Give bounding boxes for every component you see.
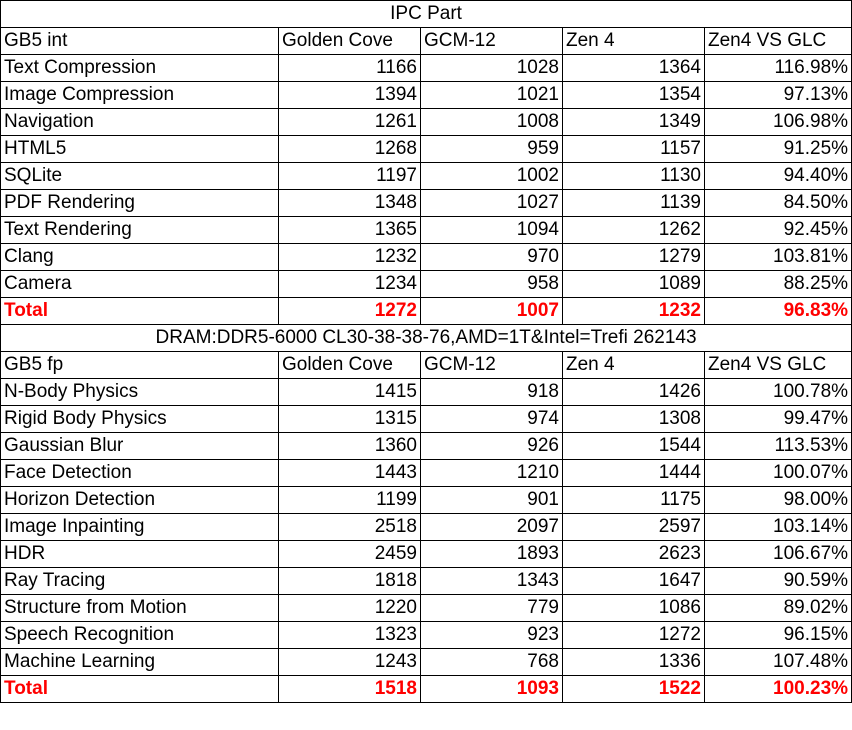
table-row [1, 433, 852, 460]
column-header-zen-4: Zen 4 [563, 28, 705, 55]
cell-benchmark-name: Rigid Body Physics [1, 406, 279, 433]
cell-golden-cove: 1261 [279, 109, 421, 136]
cell-golden-cove: 1272 [279, 298, 421, 325]
cell-gcm-12: 1027 [421, 190, 563, 217]
int-section-header-row [1, 28, 852, 55]
cell-benchmark-name: Image Inpainting [1, 514, 279, 541]
table-row [1, 271, 852, 298]
cell-gcm-12: 901 [421, 487, 563, 514]
cell-gcm-12: 1021 [421, 82, 563, 109]
table-row [1, 136, 852, 163]
table-row [1, 460, 852, 487]
cell-golden-cove: 2459 [279, 541, 421, 568]
cell-golden-cove: 1315 [279, 406, 421, 433]
cell-gcm-12: 958 [421, 271, 563, 298]
cell-zen4-vs-glc: 97.13% [705, 82, 852, 109]
cell-gcm-12: 1093 [421, 676, 563, 703]
cell-golden-cove: 1234 [279, 271, 421, 298]
cell-golden-cove: 1365 [279, 217, 421, 244]
column-header-golden-cove: Golden Cove [279, 28, 421, 55]
cell-gcm-12: 1008 [421, 109, 563, 136]
table-row [1, 244, 852, 271]
cell-benchmark-name: HTML5 [1, 136, 279, 163]
table-row [1, 595, 852, 622]
column-header-zen4-vs-glc: Zen4 VS GLC [705, 28, 852, 55]
cell-benchmark-name: SQLite [1, 163, 279, 190]
cell-zen4-vs-glc: 89.02% [705, 595, 852, 622]
int-section-title-row [1, 1, 852, 28]
cell-zen4-vs-glc: 106.67% [705, 541, 852, 568]
cell-benchmark-name: PDF Rendering [1, 190, 279, 217]
cell-golden-cove: 1818 [279, 568, 421, 595]
cell-golden-cove: 1323 [279, 622, 421, 649]
cell-golden-cove: 2518 [279, 514, 421, 541]
cell-golden-cove: 1166 [279, 55, 421, 82]
cell-zen4-vs-glc: 96.83% [705, 298, 852, 325]
cell-golden-cove: 1268 [279, 136, 421, 163]
cell-benchmark-name: Clang [1, 244, 279, 271]
cell-zen4-vs-glc: 99.47% [705, 406, 852, 433]
cell-zen-4: 1349 [563, 109, 705, 136]
cell-gcm-12: 959 [421, 136, 563, 163]
cell-zen-4: 1175 [563, 487, 705, 514]
fp-section-title-row [1, 325, 852, 352]
column-header-benchmark-name: GB5 fp [1, 352, 279, 379]
benchmark-table-body [1, 1, 852, 703]
cell-gcm-12: 923 [421, 622, 563, 649]
cell-gcm-12: 1210 [421, 460, 563, 487]
cell-gcm-12: 2097 [421, 514, 563, 541]
cell-zen-4: 1262 [563, 217, 705, 244]
cell-zen-4: 1426 [563, 379, 705, 406]
table-row [1, 217, 852, 244]
cell-zen4-vs-glc: 91.25% [705, 136, 852, 163]
cell-zen-4: 1336 [563, 649, 705, 676]
cell-zen4-vs-glc: 98.00% [705, 487, 852, 514]
cell-zen4-vs-glc: 113.53% [705, 433, 852, 460]
cell-zen4-vs-glc: 103.81% [705, 244, 852, 271]
cell-golden-cove: 1199 [279, 487, 421, 514]
cell-benchmark-name: Camera [1, 271, 279, 298]
table-row [1, 514, 852, 541]
cell-golden-cove: 1243 [279, 649, 421, 676]
cell-zen-4: 1308 [563, 406, 705, 433]
cell-zen-4: 1364 [563, 55, 705, 82]
cell-benchmark-name: Navigation [1, 109, 279, 136]
cell-benchmark-name: Horizon Detection [1, 487, 279, 514]
cell-gcm-12: 926 [421, 433, 563, 460]
table-row [1, 406, 852, 433]
table-row [1, 82, 852, 109]
cell-benchmark-name: Text Compression [1, 55, 279, 82]
column-header-gcm-12: GCM-12 [421, 352, 563, 379]
cell-golden-cove: 1360 [279, 433, 421, 460]
cell-zen4-vs-glc: 103.14% [705, 514, 852, 541]
cell-golden-cove: 1232 [279, 244, 421, 271]
int-section-total-row [1, 298, 852, 325]
cell-benchmark-name: Total [1, 298, 279, 325]
cell-benchmark-name: N-Body Physics [1, 379, 279, 406]
fp-section-total-row [1, 676, 852, 703]
fp-section-title: DRAM:DDR5-6000 CL30-38-38-76,AMD=1T&Intel=Trefi 262143 [1, 325, 852, 352]
cell-benchmark-name: Machine Learning [1, 649, 279, 676]
cell-zen4-vs-glc: 107.48% [705, 649, 852, 676]
cell-zen-4: 1157 [563, 136, 705, 163]
cell-benchmark-name: Face Detection [1, 460, 279, 487]
cell-gcm-12: 1893 [421, 541, 563, 568]
cell-golden-cove: 1518 [279, 676, 421, 703]
table-row [1, 163, 852, 190]
cell-gcm-12: 918 [421, 379, 563, 406]
cell-zen4-vs-glc: 106.98% [705, 109, 852, 136]
cell-benchmark-name: Image Compression [1, 82, 279, 109]
cell-benchmark-name: Ray Tracing [1, 568, 279, 595]
cell-zen4-vs-glc: 90.59% [705, 568, 852, 595]
cell-zen4-vs-glc: 100.07% [705, 460, 852, 487]
cell-zen4-vs-glc: 100.23% [705, 676, 852, 703]
cell-gcm-12: 768 [421, 649, 563, 676]
cell-zen4-vs-glc: 92.45% [705, 217, 852, 244]
cell-gcm-12: 1094 [421, 217, 563, 244]
table-row [1, 379, 852, 406]
table-row [1, 487, 852, 514]
table-row [1, 109, 852, 136]
cell-zen-4: 1086 [563, 595, 705, 622]
cell-zen-4: 2597 [563, 514, 705, 541]
cell-benchmark-name: Structure from Motion [1, 595, 279, 622]
column-header-zen4-vs-glc: Zen4 VS GLC [705, 352, 852, 379]
table-row [1, 622, 852, 649]
cell-golden-cove: 1394 [279, 82, 421, 109]
cell-zen-4: 1522 [563, 676, 705, 703]
table-row [1, 568, 852, 595]
column-header-zen-4: Zen 4 [563, 352, 705, 379]
cell-zen-4: 1272 [563, 622, 705, 649]
cell-zen4-vs-glc: 94.40% [705, 163, 852, 190]
cell-zen-4: 1544 [563, 433, 705, 460]
cell-golden-cove: 1220 [279, 595, 421, 622]
int-section-title: IPC Part [1, 1, 852, 28]
cell-benchmark-name: Total [1, 676, 279, 703]
cell-zen4-vs-glc: 116.98% [705, 55, 852, 82]
cell-zen4-vs-glc: 84.50% [705, 190, 852, 217]
column-header-benchmark-name: GB5 int [1, 28, 279, 55]
cell-benchmark-name: Text Rendering [1, 217, 279, 244]
cell-benchmark-name: Speech Recognition [1, 622, 279, 649]
cell-golden-cove: 1348 [279, 190, 421, 217]
column-header-golden-cove: Golden Cove [279, 352, 421, 379]
cell-zen4-vs-glc: 88.25% [705, 271, 852, 298]
cell-zen4-vs-glc: 100.78% [705, 379, 852, 406]
cell-zen-4: 1279 [563, 244, 705, 271]
table-row [1, 541, 852, 568]
column-header-gcm-12: GCM-12 [421, 28, 563, 55]
cell-gcm-12: 974 [421, 406, 563, 433]
cell-gcm-12: 1028 [421, 55, 563, 82]
cell-golden-cove: 1197 [279, 163, 421, 190]
cell-gcm-12: 1002 [421, 163, 563, 190]
cell-zen-4: 1232 [563, 298, 705, 325]
cell-gcm-12: 970 [421, 244, 563, 271]
cell-zen-4: 1444 [563, 460, 705, 487]
cell-zen-4: 1354 [563, 82, 705, 109]
cell-golden-cove: 1443 [279, 460, 421, 487]
cell-benchmark-name: HDR [1, 541, 279, 568]
cell-gcm-12: 1343 [421, 568, 563, 595]
cell-golden-cove: 1415 [279, 379, 421, 406]
fp-section-header-row [1, 352, 852, 379]
cell-zen-4: 1089 [563, 271, 705, 298]
cell-gcm-12: 1007 [421, 298, 563, 325]
cell-zen-4: 1130 [563, 163, 705, 190]
cell-zen-4: 1139 [563, 190, 705, 217]
table-row [1, 55, 852, 82]
cell-benchmark-name: Gaussian Blur [1, 433, 279, 460]
table-row [1, 649, 852, 676]
cell-zen4-vs-glc: 96.15% [705, 622, 852, 649]
cell-zen-4: 2623 [563, 541, 705, 568]
cell-gcm-12: 779 [421, 595, 563, 622]
table-row [1, 190, 852, 217]
cell-zen-4: 1647 [563, 568, 705, 595]
